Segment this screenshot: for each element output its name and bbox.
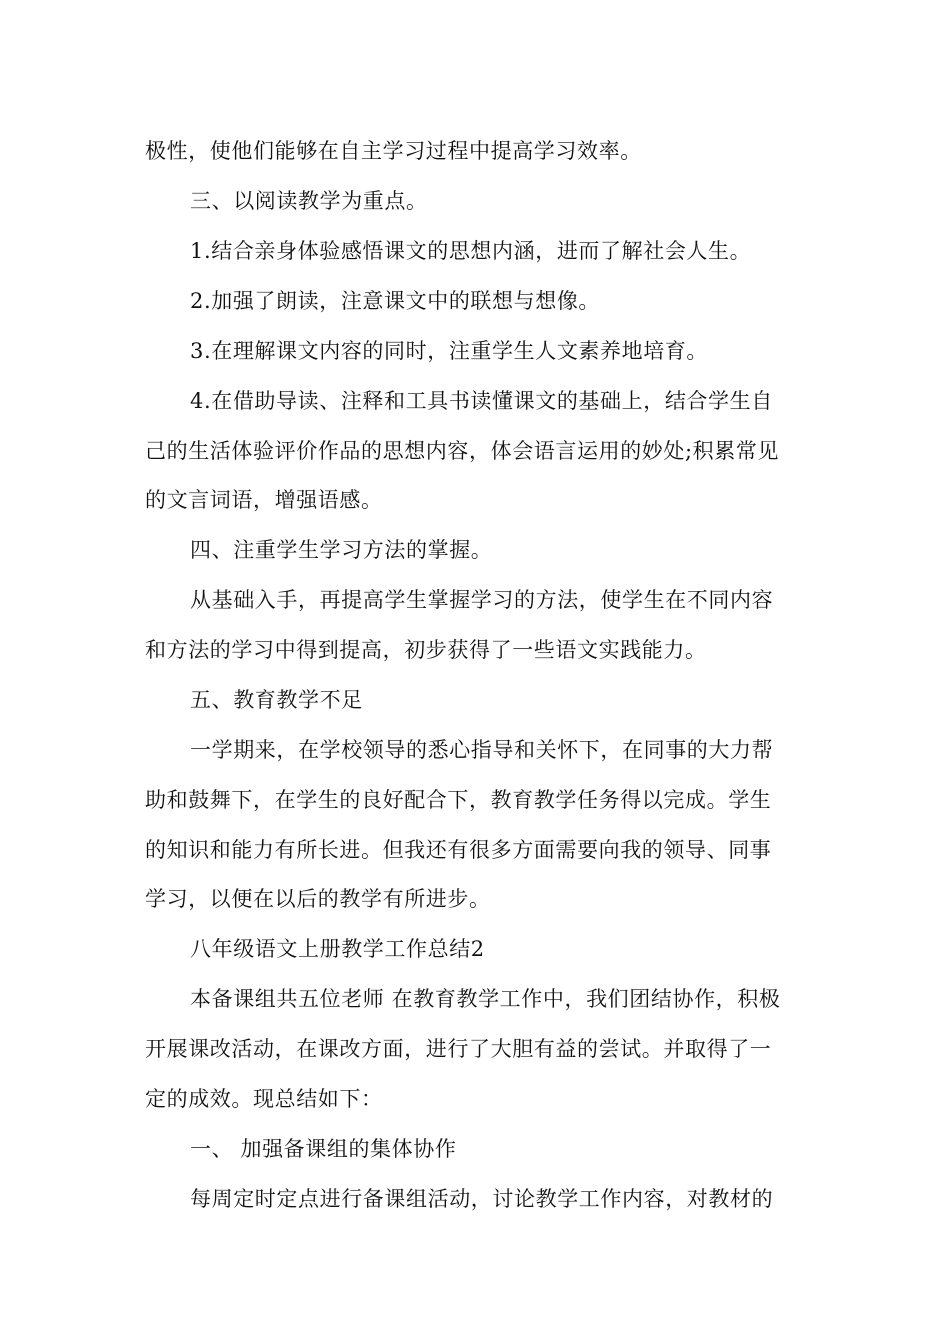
paragraph-line: 开展课改活动，在课改方面，进行了大胆有益的尝试。并取得了一 — [145, 1037, 772, 1061]
paragraph-line: 己的生活体验评价作品的思想内容，体会语言运用的妙处;积累常见 — [145, 439, 780, 463]
paragraph-line: 极性，使他们能够在自主学习过程中提高学习效率。 — [145, 139, 642, 163]
list-item: 1.结合亲身体验感悟课文的思想内涵，进而了解社会人生。 — [190, 239, 752, 263]
paragraph-line: 每周定时定点进行备课组活动，讨论教学工作内容，对教材的 — [190, 1187, 774, 1211]
paragraph-line: 的知识和能力有所长进。但我还有很多方面需要向我的领导、同事 — [145, 838, 772, 862]
paragraph-line: 的文言词语，增强语感。 — [145, 488, 383, 512]
paragraph-line: 助和鼓舞下，在学生的良好配合下，教育教学任务得以完成。学生 — [145, 788, 772, 812]
paragraph-line: 从基础入手，再提高学生掌握学习的方法，使学生在不同内容 — [190, 588, 774, 612]
list-item: 3.在理解课文内容的同时，注重学生人文素养地培育。 — [190, 339, 709, 363]
paragraph-line: 和方法的学习中得到提高，初步获得了一些语文实践能力。 — [145, 638, 707, 662]
section-heading: 四、注重学生学习方法的掌握。 — [190, 538, 493, 562]
list-item: 4.在借助导读、注释和工具书读懂课文的基础上，结合学生自 — [190, 389, 773, 413]
section-heading: 三、以阅读教学为重点。 — [190, 189, 428, 213]
section-heading: 一、 加强备课组的集体协作 — [190, 1137, 457, 1161]
paragraph-line: 本备课组共五位老师 在教育教学工作中，我们团结协作，积极 — [190, 987, 781, 1011]
section-heading: 五、教育教学不足 — [190, 688, 363, 712]
document-title: 八年级语文上册教学工作总结2 — [190, 937, 485, 961]
paragraph-line: 学习，以便在以后的教学有所进步。 — [145, 887, 491, 911]
list-item: 2.加强了朗读，注意课文中的联想与想像。 — [190, 289, 601, 313]
paragraph-line: 一学期来，在学校领导的悉心指导和关怀下，在同事的大力帮 — [190, 738, 774, 762]
paragraph-line: 定的成效。现总结如下： — [145, 1087, 383, 1111]
